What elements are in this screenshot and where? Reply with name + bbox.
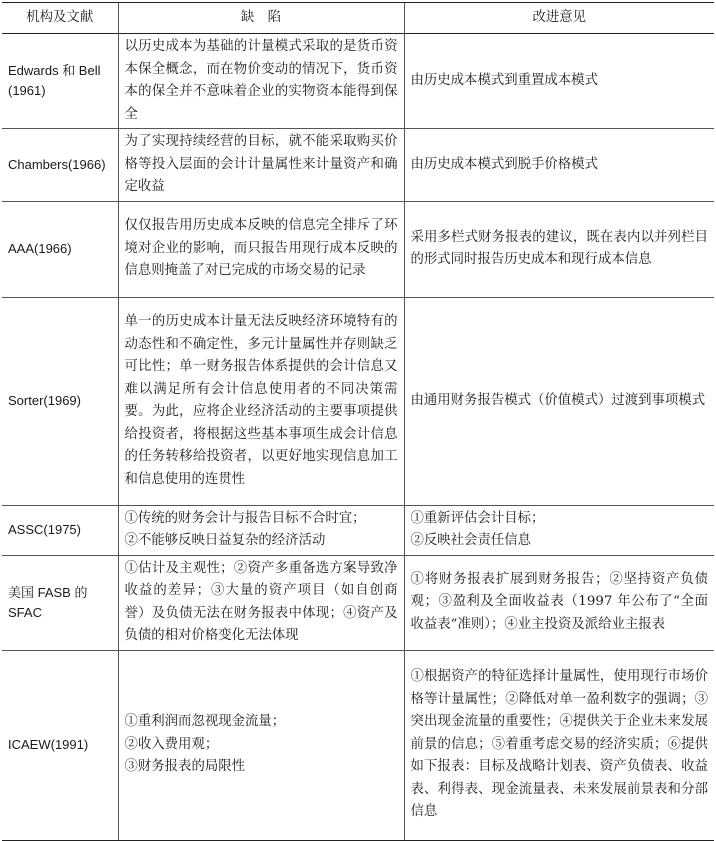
header-row (2, 3, 714, 34)
cell-defects (118, 201, 404, 297)
defects-line: ③财务报表的局限性 (124, 759, 246, 775)
header-defects: 缺 陷 (118, 3, 404, 34)
cell-defects (118, 650, 404, 840)
comparison-table (2, 2, 714, 841)
table-row (2, 129, 714, 202)
table-row (2, 201, 714, 297)
table-row (2, 650, 714, 840)
cell-improvements (404, 297, 714, 505)
cell-improvements (404, 34, 714, 129)
improvements-line: 由历史成本模式到脱手价格模式 (410, 156, 598, 172)
cell-defects (118, 505, 404, 555)
improvements-line: 由通用财务报告模式（价值模式）过渡到事项模式 (410, 392, 706, 408)
cell-institution: AAA(1966) (2, 201, 118, 297)
cell-improvements (404, 201, 714, 297)
improvements-line: 由历史成本模式到重置成本模式 (410, 72, 598, 88)
cell-defects (118, 555, 404, 650)
defects-line: 为了实现持续经营的目标，就不能采取购买价格等投入层面的会计计量属性来计量资产和确定收益 (124, 134, 398, 194)
table-row (2, 297, 714, 505)
cell-improvements (404, 555, 714, 650)
cell-improvements (404, 505, 714, 555)
cell-institution: ICAEW(1991) (2, 650, 118, 840)
table-body (2, 34, 714, 841)
cell-institution: ASSC(1975) (2, 505, 118, 555)
improvements-line: 采用多栏式财务报表的建议，既在表内以并列栏目的形式同时报告历史成本和现行成本信息 (410, 229, 708, 267)
header-improvements: 改进意见 (404, 3, 714, 34)
header-institution: 机构及文献 (2, 3, 118, 34)
cell-defects (118, 297, 404, 505)
defects-line: 以历史成本为基础的计量模式采取的是货币资本保全概念，而在物价变动的情况下，货币资本的保全并不意味着企业的实物资本能得到保全 (124, 39, 398, 122)
defects-line: 单一的历史成本计量无法反映经济环境特有的动态性和不确定性，多元计量属性并存则缺乏可比性；单一财务报告体系提供的会计信息又难以满足所有会计信息使用者的不同决策需要。为此，应将企业经济活动的主要事项提供给投资者，将根据这些基本事项生成会计信息的任务转移给投资者，以更好地实现信息加工和信息使用的连贯性 (124, 314, 398, 487)
cell-improvements (404, 650, 714, 840)
cell-institution: Sorter(1969) (2, 297, 118, 505)
cell-defects (118, 129, 404, 202)
cell-improvements (404, 129, 714, 202)
defects-line: ②不能够反映日益复杂的经济活动 (124, 533, 326, 548)
improvements-line: ②反映社会责任信息 (410, 533, 532, 548)
cell-institution: Chambers(1966) (2, 129, 118, 202)
table-row (2, 505, 714, 555)
improvements-line: ①重新评估会计目标； (410, 510, 545, 526)
improvements-line: ①根据资产的特征选择计量属性，使用现行市场价格等计量属性；②降低对单一盈利数字的强调；③突出现金流量的重要性；④提供关于企业未来发展前景的信息；⑤着重考虑交易的经济实质；⑥提供如下报表：目标及战略计划表、资产负债表、收益表、利得表、现金流量表、未来发展前景表和分部信息 (410, 669, 708, 820)
defects-line: 仅仅报告用历史成本反映的信息完全排斥了环境对企业的影响，而只报告用现行成本反映的信息则掩盖了对已完成的市场交易的记录 (124, 218, 398, 279)
defects-line: ②收入费用观； (124, 736, 219, 752)
table-row (2, 555, 714, 650)
cell-institution: Edwards 和 Bell (1961) (2, 34, 118, 129)
defects-line: ①传统的财务会计与报告目标不合时宜； (124, 510, 366, 526)
table-row (2, 34, 714, 129)
cell-institution: 美国 FASB 的 SFAC (2, 555, 118, 650)
defects-line: ①重利润而忽视现金流量； (124, 714, 286, 730)
defects-line: ①估计及主观性；②资产多重备选方案导致净收益的差异；③大量的资产项目（如自创商誉）及负债无法在财务报表中体现；④资产及负债的相对价格变化无法体现 (124, 560, 398, 643)
improvements-line: ①将财务报表扩展到财务报告；②坚持资产负债观；③盈利及全面收益表（1997 年公布了“全面收益表”准则）；④业主投资及派给业主报表 (410, 571, 708, 632)
cell-defects (118, 34, 404, 129)
